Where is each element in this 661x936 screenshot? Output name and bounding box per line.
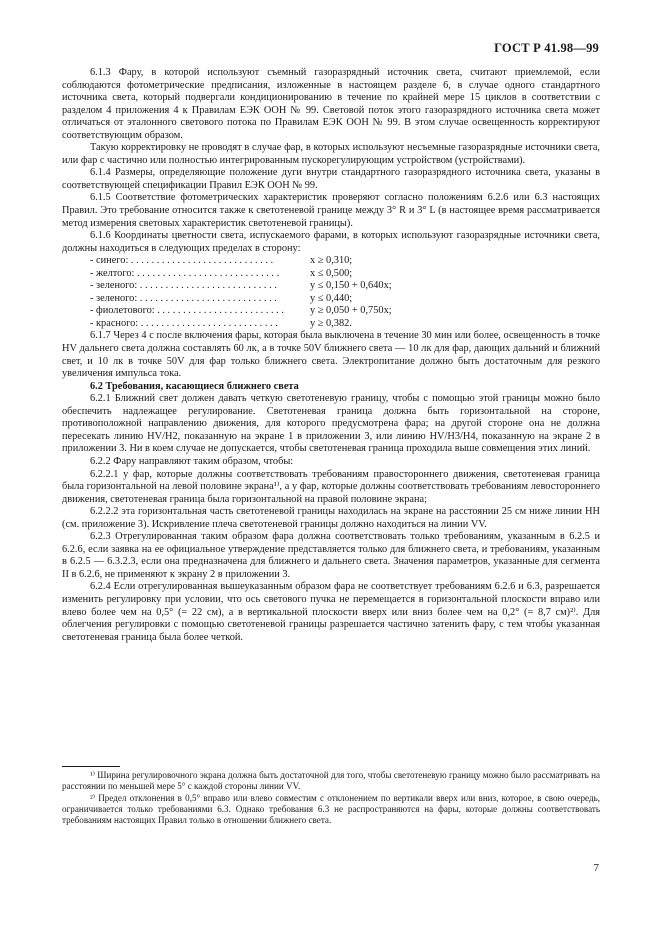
paragraph-6-2-1: 6.2.1 Ближний свет должен давать четкую светотеневую границу, чтобы с помощью этой границы можно было обеспечить надлежащее регулирование. Светотеневая граница должна быть горизонтальной на стороне, противоположной направлению движения, для которого предусмотрена фара; на другой стороне она не должна пересекать линию HV/H2, показанную на экране 1 в приложении 3, или линию HV/H3/H4, показанную на экране 2 в приложении 3. Ни в коем случае не допускается, чтобы светотеневая граница проходила выше совмещения этих линий. — [62, 393, 600, 455]
color-limit-row — [62, 255, 600, 268]
footnote-1: ¹⁾ Ширина регулировочного экрана должна быть достаточной для того, чтобы светотеневую границу можно было рассматривать на расстоянии по меньшей мере 5° с каждой стороны линии VV. — [62, 770, 600, 792]
color-limit-row — [62, 305, 600, 318]
footnotes — [62, 770, 600, 826]
paragraph-6-1-3-continued: Такую корректировку не проводят в случае фар, в которых используют несъемные газоразрядные источники света, или фар с частично или полностью интегрированным пускорегулирующим устройством (устройствами). — [62, 142, 600, 166]
color-limit-value: x ≥ 0,310; — [310, 255, 353, 267]
color-limit-value: x ≤ 0,500; — [310, 267, 353, 279]
color-limit-value: y ≥ 0,382. — [310, 317, 352, 329]
paragraph-6-1-4: 6.1.4 Размеры, определяющие положение дуги внутри стандартного газоразрядного источника света, указаны в соответствующей спецификации Правил ЕЭК ООН № 99. — [62, 167, 600, 191]
paragraph-6-1-6: 6.1.6 Координаты цветности света, испускаемого фарами, в которых используют газоразрядные источники света, должны находиться в следующих пределах в сторону: — [62, 230, 600, 254]
color-limit-label: - зеленого: . . . . . . . . . . . . . . . . . . . . . . . . . . . — [90, 292, 277, 304]
color-limit-label: - красного: . . . . . . . . . . . . . . . . . . . . . . . . . . . — [90, 317, 278, 329]
color-limit-row — [62, 293, 600, 306]
paragraph-6-2-2-2: 6.2.2.2 эта горизонтальная часть светотеневой границы находилась на экране на расстоянии 25 см ниже линии HH (см. приложение 3). Искривление плеча светотеневой границы должно находиться на линии VV. — [62, 506, 600, 530]
color-limit-row — [62, 268, 600, 281]
footnote-2: ²⁾ Предел отклонения в 0,5° вправо или влево совместим с отклонением по вертикали вверх или вниз, которое, в свою очередь, ограничивается только требованиями 6.3. Однако требования 6.3 не распространяются на фары, которые должны соответствовать требованиям настоящих Правил только в отношении ближнего света. — [62, 792, 600, 826]
color-limit-label: - желтого: . . . . . . . . . . . . . . . . . . . . . . . . . . . . — [90, 267, 280, 279]
color-limit-value: y ≤ 0,150 + 0,640x; — [310, 280, 392, 292]
section-heading-6-2: 6.2 Требования, касающиеся ближнего света — [90, 380, 299, 392]
footnote-separator — [62, 766, 120, 767]
color-limit-row — [62, 318, 600, 331]
paragraph-6-2-2-1: 6.2.2.1 у фар, которые должны соответствовать требованиям правостороннего движения, светотеневая граница была горизонтальной на левой половине экрана¹⁾, а у фар, которые должны соответствовать требованиям левостороннего движения, светотеневая граница была горизонтальной на правой половине экрана; — [62, 468, 600, 505]
page-number: 7 — [593, 862, 599, 874]
color-limit-label: - фиолетового: . . . . . . . . . . . . . . . . . . . . . . . . . — [90, 305, 284, 317]
document-header: ГОСТ Р 41.98—99 — [494, 41, 599, 55]
paragraph-6-1-7: 6.1.7 Через 4 с после включения фары, которая была выключена в течение 30 мин или более, освещенность в точке HV дальнего света должна составлять 60 лк, а в точке 50V ближнего света — 10 лк для фар, дающих дальний и ближний свет, и 10 лк в точке 50V для фар только ближнего света. Электропитание должно быть достаточным для резкого увеличения импульса тока. — [62, 330, 600, 380]
paragraph-6-1-3: 6.1.3 Фару, в которой используют съемный газоразрядный источник света, считают приемлемой, если соблюдаются фотометрические предписания, изложенные в настоящем разделе 6, в случае одного стандартного источника света, который подвергали кондиционированию в течение по крайней мере 15 циклов в соответствии с разделом 4 приложения 4 к Правилам ЕЭК ООН № 99. Световой поток этого газоразрядного источника света может отличаться от эталонного светового потока по Правилам ЕЭК ООН № 99. В этом случае освещенность корректируют соответствующим образом. — [62, 67, 600, 141]
color-limit-label: - зеленого: . . . . . . . . . . . . . . . . . . . . . . . . . . . — [90, 280, 277, 292]
color-limit-row — [62, 280, 600, 293]
paragraph-6-1-5: 6.1.5 Соответствие фотометрических характеристик проверяют согласно положениям 6.2.6 или 6.3 настоящих Правил. Это требование относится также к светотеневой границе между 3° R и 3° L (в настоящее время рассматривается метод измерения световых характеристик светотеневой границы). — [62, 192, 600, 229]
paragraph-6-2-2: 6.2.2 Фару направляют таким образом, чтобы: — [90, 455, 294, 467]
color-limit-label: - синего: . . . . . . . . . . . . . . . . . . . . . . . . . . . . — [90, 255, 274, 267]
paragraph-6-2-3: 6.2.3 Отрегулированная таким образом фара должна соответствовать только требованиям, указанным в 6.2.5 и 6.2.6, если заявка на ее официальное утверждение представляется только для ближнего света, и требованиям, указанным в 6.2.5 — 6.3.2.3, если она предназначена для ближнего и дальнего света. Значения параметров, указанные для сегмента II в 6.2.6, не применяют к экрану 2 в приложении 3. — [62, 531, 600, 580]
main-text — [62, 67, 600, 644]
color-limit-value: y ≥ 0,050 + 0,750x; — [310, 305, 392, 317]
paragraph-6-2-4: 6.2.4 Если отрегулированная вышеуказанным образом фара не соответствует требованиям 6.2.6 и 6.3, разрешается изменить регулировку при условии, что ось светового пучка не перемещается в горизонтальной плоскости вправо или влево более чем на 0,5° (= 22 см), а в вертикальной плоскости вверх или вниз более чем на 0,2° (= 8,7 см)²⁾. Для облегчения регулировки с помощью светотеневой границы разрешается частично затенить фару, с тем чтобы указанная светотеневая граница была более четкой. — [62, 581, 600, 643]
color-limit-value: y ≤ 0,440; — [310, 292, 353, 304]
